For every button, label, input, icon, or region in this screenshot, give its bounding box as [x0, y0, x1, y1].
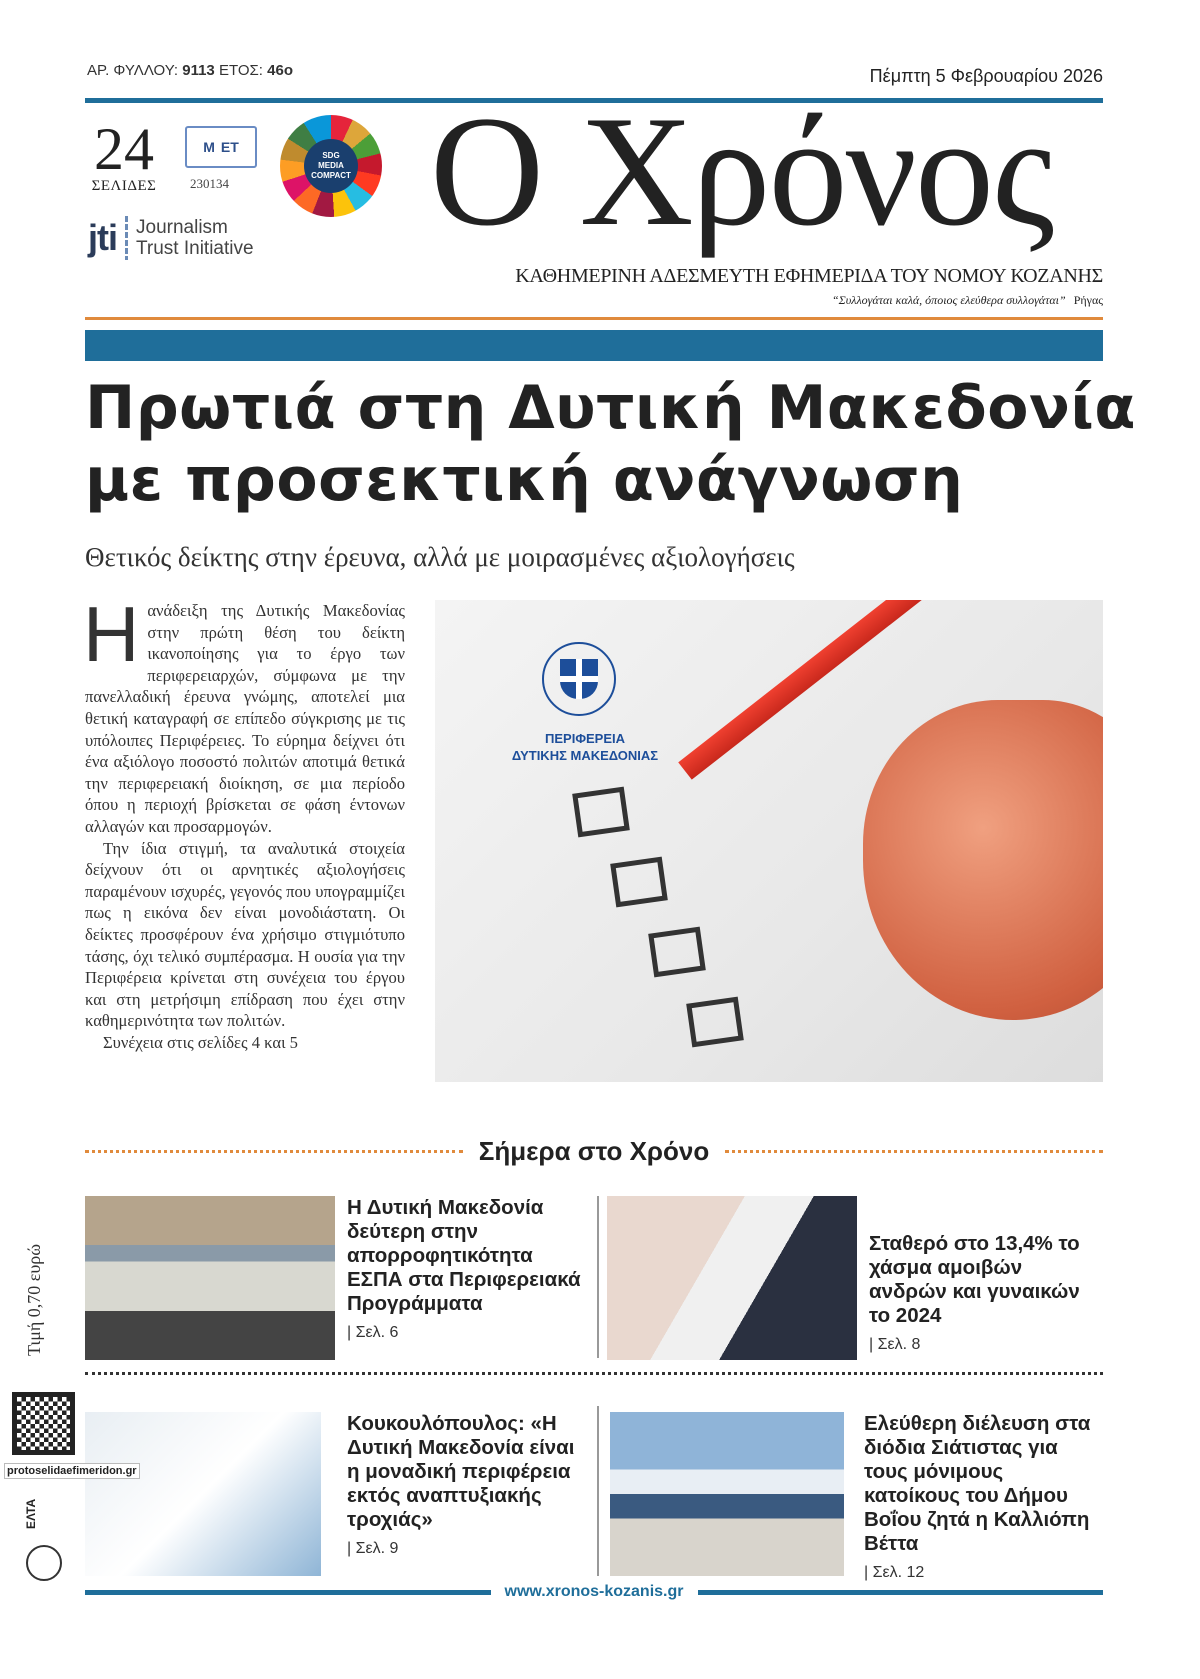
issue-number: 9113 [182, 62, 215, 79]
story-card[interactable] [85, 1196, 590, 1360]
year-number: 46ο [267, 62, 293, 79]
drop-cap: Η [83, 590, 140, 678]
motto-text: “Συλλογάται καλά, όποιος ελεύθερα συλλογάται” [831, 293, 1066, 307]
story-headline: Σταθερό στο 13,4% το χάσμα αμοιβών ανδρών και γυναικών το 2024 [869, 1232, 1080, 1327]
greek-crest-icon [542, 642, 616, 716]
checkbox-icon [648, 927, 706, 978]
motto-author: Ρήγας [1073, 293, 1103, 307]
column-divider [597, 1196, 599, 1358]
sdg-media-compact-logo [280, 115, 382, 217]
story-headline: Η Δυτική Μακεδονία δεύτερη στην απορροφητικότητα ΕΣΠΑ στα Περιφερειακά Προγράμματα [347, 1196, 581, 1315]
story-page: | Σελ. 9 [347, 1540, 399, 1557]
newspaper-subtitle: ΚΑΘΗΜΕΡΙΝΗ ΑΔΕΣΜΕΥΤΗ ΕΦΗΜΕΡΙΔΑ ΤΟΥ ΝΟΜΟΥ ΚΟΖΑΝΗΣ [515, 265, 1103, 287]
met-right: ET [220, 139, 239, 155]
jti-line1: Journalism [136, 217, 228, 238]
sdg-text: MEDIA [318, 161, 344, 170]
masthead-rule [85, 317, 1103, 320]
story-headline: Ελεύθερη διέλευση στα διόδια Σιάτιστας για τους μόνιμους κατοίκους του Δήμου Βοΐου ζητά η Καλλιόπη Βέττα [864, 1412, 1091, 1555]
issue-info [87, 62, 293, 79]
story-photo [610, 1412, 844, 1576]
story-page: | Σελ. 12 [864, 1564, 925, 1581]
checkbox-checked-icon [610, 857, 668, 908]
story-page: | Σελ. 8 [869, 1336, 921, 1353]
headline-line: Πρωτιά στη Δυτική Μακεδονία [85, 373, 1136, 443]
story-photo [85, 1412, 321, 1576]
pages-number: 24 [94, 116, 154, 182]
sdg-text: COMPACT [311, 171, 351, 180]
article-paragraph: ανάδειξη της Δυτικής Μακεδονίας στην πρώτη θέση του δείκτη ικανοποίησης για το έργο των περιφερειαρχών, σύμφωνα με την πανελλαδική έρευνα γνώμης, αποτελεί μια θετική καταγραφή σε επίπεδο σύγκρισης με τις υπόλοιπες Περιφέρειες. Το εύρημα δείχνει ότι ένα αξιόλογο ποσοστό πολιτών αποτιμά θετικά την περιφερειακή διοίκηση, σε μια περίοδο όπου η περιοχή βρίσκεται σε φάση έντονων αλλαγών και προσαρμογών. [85, 601, 405, 836]
met-logo [185, 126, 257, 168]
story-headline: Κουκουλόπουλος: «Η Δυτική Μακεδονία είναι η μοναδική περιφέρεια εκτός αναπτυξιακής τροχιάς» [347, 1412, 575, 1531]
lead-dek: Θετικός δείκτης στην έρευνα, αλλά με μοιρασμένες αξιολογήσεις [85, 542, 795, 572]
jti-logo [88, 216, 254, 260]
lead-article [83, 590, 405, 1053]
region-label [485, 730, 685, 764]
source-watermark: protoselidaefimeridon.gr [4, 1463, 140, 1479]
issue-label: ΑΡ. ΦΥΛΛΟΥ: [87, 62, 179, 79]
story-card[interactable] [610, 1412, 1103, 1582]
article-paragraph: Την ίδια στιγμή, τα αναλυτικά στοιχεία δείχνουν ότι οι αρνητικές αξιολογήσεις παραμένουν ισχυρές, γεγονός που υπογραμμίζει πως η εικόνα δεν είναι μονοδιάστατη. Οι δείκτες προσφέρουν ένα χρήσιμο στιγμιότυπο τάσης, όχι τελικό συμπέρασμα. Η ουσία για την Περιφέρεια κρίνεται στη συνέχεια του έργου και στη μετρήσιμη επίδραση που έχει στην καθημερινότητα των πολιτών. [85, 838, 405, 1031]
region-line: ΔΥΤΙΚΗΣ ΜΑΚΕΔΟΝΙΑΣ [511, 748, 659, 763]
met-number: 230134 [190, 176, 229, 191]
website-link[interactable]: www.xronos-kozanis.gr [504, 1583, 684, 1600]
sdg-text: SDG [322, 151, 340, 160]
year-label: ΕΤΟΣ: [218, 62, 263, 79]
section-header [85, 1136, 1103, 1167]
motto [832, 293, 1103, 308]
story-card[interactable] [85, 1412, 590, 1576]
headline-line: με προσεκτική ανάγνωση [85, 445, 964, 515]
footer-rule [85, 1590, 491, 1595]
newspaper-title: Ο Χρόνος [430, 84, 1053, 259]
section-title: Σήμερα στο Χρόνο [478, 1136, 710, 1166]
story-photo [85, 1196, 335, 1360]
met-left: M [203, 139, 215, 155]
footer-rule [698, 1590, 1104, 1595]
hand-image [863, 700, 1103, 1020]
qr-code-icon[interactable] [12, 1392, 75, 1455]
story-page: | Σελ. 6 [347, 1324, 399, 1341]
story-card[interactable] [607, 1196, 1103, 1360]
jti-mark: jti [88, 217, 117, 258]
jti-line2: Trust Initiative [136, 238, 254, 259]
elta-logo: ΕΛΤΑ [24, 1498, 38, 1530]
continued-link[interactable]: Συνέχεια στις σελίδες 4 και 5 [103, 1032, 298, 1052]
lead-photo [435, 600, 1103, 1082]
seal-icon [26, 1545, 62, 1581]
price: Τιμή 0,70 ευρώ [24, 1243, 44, 1357]
row-divider [85, 1372, 1103, 1375]
pages-count [85, 116, 163, 195]
footer [85, 1583, 1103, 1601]
column-divider [597, 1406, 599, 1576]
region-line: ΠΕΡΙΦΕΡΕΙΑ [544, 731, 626, 746]
blue-band [85, 330, 1103, 361]
lead-headline[interactable] [85, 372, 1136, 516]
story-photo [607, 1196, 857, 1360]
issue-date: Πέμπτη 5 Φεβρουαρίου 2026 [869, 66, 1103, 86]
checkbox-icon [572, 787, 630, 838]
checkbox-icon [686, 997, 744, 1048]
jti-divider [125, 216, 128, 260]
pages-label: ΣΕΛΙΔΕΣ [91, 178, 157, 194]
